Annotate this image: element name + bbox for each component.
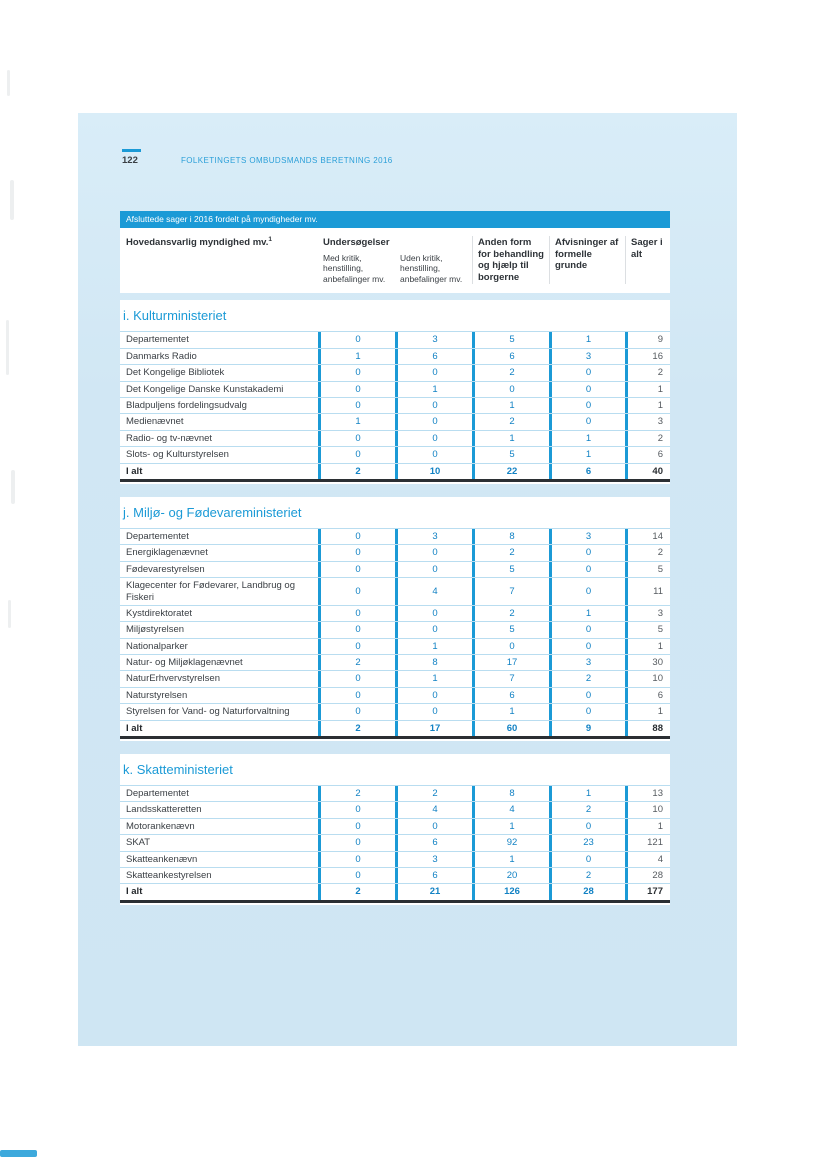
total-afvisninger: 6 xyxy=(549,464,625,479)
row-value-uden-kritik: 1 xyxy=(395,671,472,686)
row-value-med-kritik: 2 xyxy=(318,655,395,670)
row-value-uden-kritik: 0 xyxy=(395,606,472,621)
row-value-sager-i-alt: 16 xyxy=(625,349,670,364)
row-value-med-kritik: 0 xyxy=(318,529,395,544)
row-authority: Bladpuljens fordelingsudvalg xyxy=(126,400,247,412)
row-value-med-kritik: 0 xyxy=(318,545,395,560)
row-value-afvisninger: 0 xyxy=(549,365,625,380)
row-value-uden-kritik: 8 xyxy=(395,655,472,670)
table-row xyxy=(120,801,670,817)
page-number: 122 xyxy=(122,155,138,166)
row-authority: Skatteankestyrelsen xyxy=(126,870,212,881)
row-value-anden-form: 1 xyxy=(472,704,549,719)
row-value-med-kritik: 2 xyxy=(318,786,395,801)
row-value-anden-form: 5 xyxy=(472,562,549,577)
row-value-afvisninger: 0 xyxy=(549,852,625,867)
row-value-sager-i-alt: 28 xyxy=(625,868,670,883)
row-value-sager-i-alt: 2 xyxy=(625,545,670,560)
total-sager-i-alt: 40 xyxy=(625,464,670,479)
row-value-afvisninger: 1 xyxy=(549,606,625,621)
row-value-uden-kritik: 6 xyxy=(395,349,472,364)
row-value-anden-form: 7 xyxy=(472,671,549,686)
table-row xyxy=(120,785,670,801)
row-value-med-kritik: 0 xyxy=(318,578,395,605)
row-value-anden-form: 6 xyxy=(472,349,549,364)
row-authority: Departementet xyxy=(126,334,189,346)
row-authority: Radio- og tv-nævnet xyxy=(126,432,213,444)
row-value-uden-kritik: 0 xyxy=(395,414,472,429)
row-value-med-kritik: 0 xyxy=(318,382,395,397)
row-value-uden-kritik: 3 xyxy=(395,529,472,544)
col-header-uden-kritik: Uden kritik, henstilling, anbefalinger mv. xyxy=(400,252,463,284)
row-value-anden-form: 2 xyxy=(472,414,549,429)
row-value-afvisninger: 1 xyxy=(549,786,625,801)
row-value-anden-form: 5 xyxy=(472,447,549,462)
table-row xyxy=(120,381,670,397)
col-header-undersogelser: Undersøgelser xyxy=(323,237,390,248)
row-value-sager-i-alt: 30 xyxy=(625,655,670,670)
row-authority: Danmarks Radio xyxy=(126,350,197,362)
row-authority: Motorankenævn xyxy=(126,820,195,832)
row-value-med-kritik: 0 xyxy=(318,606,395,621)
row-value-anden-form: 8 xyxy=(472,786,549,801)
row-value-afvisninger: 23 xyxy=(549,835,625,850)
section-title: i. Kulturministeriet xyxy=(123,308,227,324)
row-value-anden-form: 8 xyxy=(472,529,549,544)
table-header xyxy=(120,228,670,293)
col-header-afvisninger: Afvisninger af formelle grunde xyxy=(549,236,625,284)
row-value-afvisninger: 1 xyxy=(549,447,625,462)
col-header-authority-label: Hovedansvarlig myndighed mv. xyxy=(126,237,269,248)
row-value-uden-kritik: 0 xyxy=(395,622,472,637)
total-med-kritik: 2 xyxy=(318,884,395,899)
row-authority: Det Kongelige Bibliotek xyxy=(126,367,225,379)
row-value-anden-form: 2 xyxy=(472,365,549,380)
footnote-marker: 1 xyxy=(268,235,272,243)
total-anden-form: 22 xyxy=(472,464,549,479)
section-skatteministeriet xyxy=(120,754,670,905)
row-value-uden-kritik: 1 xyxy=(395,639,472,654)
section-rows xyxy=(120,528,670,739)
row-value-anden-form: 1 xyxy=(472,819,549,834)
row-value-anden-form: 1 xyxy=(472,431,549,446)
row-authority: Nationalparker xyxy=(126,640,188,652)
row-value-afvisninger: 0 xyxy=(549,704,625,719)
row-value-med-kritik: 1 xyxy=(318,349,395,364)
row-value-sager-i-alt: 1 xyxy=(625,398,670,413)
row-value-med-kritik: 0 xyxy=(318,365,395,380)
row-value-afvisninger: 0 xyxy=(549,819,625,834)
row-value-anden-form: 0 xyxy=(472,382,549,397)
row-value-afvisninger: 0 xyxy=(549,545,625,560)
statistics-table xyxy=(120,211,670,918)
row-value-anden-form: 0 xyxy=(472,639,549,654)
table-row xyxy=(120,413,670,429)
total-sager-i-alt: 88 xyxy=(625,721,670,736)
row-value-sager-i-alt: 3 xyxy=(625,414,670,429)
row-value-uden-kritik: 0 xyxy=(395,562,472,577)
table-row xyxy=(120,687,670,703)
row-value-uden-kritik: 0 xyxy=(395,704,472,719)
total-med-kritik: 2 xyxy=(318,721,395,736)
row-authority: Styrelsen for Vand- og Naturforvaltning xyxy=(126,706,290,718)
table-row xyxy=(120,348,670,364)
row-value-anden-form: 1 xyxy=(472,852,549,867)
row-value-sager-i-alt: 1 xyxy=(625,704,670,719)
total-anden-form: 126 xyxy=(472,884,549,899)
scan-artifact xyxy=(7,70,10,96)
row-authority: Naturstyrelsen xyxy=(126,689,188,701)
row-value-uden-kritik: 0 xyxy=(395,398,472,413)
table-row xyxy=(120,397,670,413)
row-value-afvisninger: 2 xyxy=(549,868,625,883)
scan-artifact-blue-mark xyxy=(0,1150,37,1157)
table-total-row xyxy=(120,463,670,482)
row-value-sager-i-alt: 4 xyxy=(625,852,670,867)
row-value-med-kritik: 0 xyxy=(318,332,395,347)
row-value-anden-form: 92 xyxy=(472,835,549,850)
table-row xyxy=(120,446,670,462)
row-value-sager-i-alt: 13 xyxy=(625,786,670,801)
row-authority: Kystdirektoratet xyxy=(126,607,192,619)
row-value-anden-form: 1 xyxy=(472,398,549,413)
row-authority: Det Kongelige Danske Kunstakademi xyxy=(126,383,284,395)
row-value-sager-i-alt: 6 xyxy=(625,688,670,703)
row-value-uden-kritik: 0 xyxy=(395,819,472,834)
row-value-uden-kritik: 2 xyxy=(395,786,472,801)
table-row xyxy=(120,621,670,637)
table-row xyxy=(120,544,670,560)
row-value-uden-kritik: 0 xyxy=(395,431,472,446)
row-value-med-kritik: 0 xyxy=(318,688,395,703)
row-value-afvisninger: 0 xyxy=(549,398,625,413)
row-value-med-kritik: 0 xyxy=(318,622,395,637)
running-header: FOLKETINGETS OMBUDSMANDS BERETNING 2016 xyxy=(181,156,393,165)
table-row xyxy=(120,528,670,544)
row-value-afvisninger: 1 xyxy=(549,332,625,347)
row-value-anden-form: 20 xyxy=(472,868,549,883)
row-value-med-kritik: 0 xyxy=(318,868,395,883)
total-label: I alt xyxy=(126,465,143,477)
row-authority: Energiklagenævnet xyxy=(126,547,208,559)
row-value-uden-kritik: 6 xyxy=(395,835,472,850)
col-header-med-kritik: Med kritik, henstilling, anbefalinger mv. xyxy=(323,252,386,284)
total-uden-kritik: 21 xyxy=(395,884,472,899)
row-value-sager-i-alt: 2 xyxy=(625,365,670,380)
table-row xyxy=(120,561,670,577)
table-row xyxy=(120,851,670,867)
table-row xyxy=(120,703,670,719)
row-value-med-kritik: 0 xyxy=(318,802,395,817)
row-value-uden-kritik: 1 xyxy=(395,382,472,397)
row-authority: SKAT xyxy=(126,837,151,849)
row-authority: Miljøstyrelsen xyxy=(126,624,185,636)
row-value-anden-form: 6 xyxy=(472,688,549,703)
row-authority: Skatteankenævn xyxy=(126,853,198,865)
row-value-sager-i-alt: 121 xyxy=(625,835,670,850)
total-afvisninger: 28 xyxy=(549,884,625,899)
scan-artifact xyxy=(8,600,11,628)
row-authority: Landsskatteretten xyxy=(126,804,202,816)
row-authority: Slots- og Kulturstyrelsen xyxy=(126,449,229,461)
row-value-med-kritik: 0 xyxy=(318,562,395,577)
row-value-uden-kritik: 0 xyxy=(395,365,472,380)
row-value-med-kritik: 0 xyxy=(318,835,395,850)
total-label: I alt xyxy=(126,722,143,734)
row-value-sager-i-alt: 5 xyxy=(625,562,670,577)
row-value-uden-kritik: 3 xyxy=(395,332,472,347)
table-row xyxy=(120,867,670,883)
col-header-anden-form: Anden form for behandling og hjælp til borgerne xyxy=(472,236,549,284)
row-value-anden-form: 2 xyxy=(472,606,549,621)
row-value-anden-form: 2 xyxy=(472,545,549,560)
row-value-med-kritik: 0 xyxy=(318,639,395,654)
table-row xyxy=(120,577,670,605)
total-uden-kritik: 17 xyxy=(395,721,472,736)
section-title: k. Skatteministeriet xyxy=(123,762,233,778)
row-value-sager-i-alt: 5 xyxy=(625,622,670,637)
row-value-sager-i-alt: 10 xyxy=(625,671,670,686)
row-value-anden-form: 17 xyxy=(472,655,549,670)
row-value-afvisninger: 0 xyxy=(549,622,625,637)
row-value-med-kritik: 1 xyxy=(318,414,395,429)
row-value-afvisninger: 2 xyxy=(549,802,625,817)
row-value-anden-form: 5 xyxy=(472,332,549,347)
row-value-afvisninger: 2 xyxy=(549,671,625,686)
table-row xyxy=(120,638,670,654)
page-background xyxy=(78,113,737,1046)
row-value-sager-i-alt: 3 xyxy=(625,606,670,621)
row-value-med-kritik: 0 xyxy=(318,431,395,446)
row-authority: Departementet xyxy=(126,530,189,542)
row-value-afvisninger: 0 xyxy=(549,562,625,577)
table-row xyxy=(120,331,670,347)
table-row xyxy=(120,818,670,834)
row-value-uden-kritik: 0 xyxy=(395,688,472,703)
row-value-afvisninger: 3 xyxy=(549,655,625,670)
total-afvisninger: 9 xyxy=(549,721,625,736)
col-header-sager-i-alt: Sager i alt xyxy=(625,236,670,284)
table-row xyxy=(120,364,670,380)
table-row xyxy=(120,430,670,446)
section-kulturministeriet xyxy=(120,300,670,484)
total-label: I alt xyxy=(126,886,143,898)
row-value-med-kritik: 0 xyxy=(318,852,395,867)
row-value-uden-kritik: 0 xyxy=(395,545,472,560)
row-value-sager-i-alt: 1 xyxy=(625,819,670,834)
row-value-sager-i-alt: 1 xyxy=(625,382,670,397)
row-value-afvisninger: 0 xyxy=(549,639,625,654)
row-value-sager-i-alt: 14 xyxy=(625,529,670,544)
row-value-sager-i-alt: 10 xyxy=(625,802,670,817)
scan-artifact xyxy=(6,320,9,375)
row-value-anden-form: 4 xyxy=(472,802,549,817)
row-value-afvisninger: 0 xyxy=(549,414,625,429)
row-value-afvisninger: 0 xyxy=(549,578,625,605)
row-value-med-kritik: 0 xyxy=(318,819,395,834)
table-total-row xyxy=(120,883,670,902)
row-value-afvisninger: 1 xyxy=(549,431,625,446)
row-authority: Fødevarestyrelsen xyxy=(126,563,205,575)
scan-artifact xyxy=(10,180,14,220)
row-value-med-kritik: 0 xyxy=(318,671,395,686)
total-anden-form: 60 xyxy=(472,721,549,736)
row-value-sager-i-alt: 11 xyxy=(625,578,670,605)
section-miljo-og-fodevareministeriet xyxy=(120,497,670,741)
row-value-afvisninger: 0 xyxy=(549,688,625,703)
row-value-anden-form: 7 xyxy=(472,578,549,605)
table-row xyxy=(120,605,670,621)
total-med-kritik: 2 xyxy=(318,464,395,479)
row-value-med-kritik: 0 xyxy=(318,398,395,413)
scan-artifact xyxy=(11,470,15,504)
row-value-sager-i-alt: 9 xyxy=(625,332,670,347)
section-rows xyxy=(120,331,670,482)
row-value-sager-i-alt: 2 xyxy=(625,431,670,446)
row-value-uden-kritik: 4 xyxy=(395,578,472,605)
table-row xyxy=(120,670,670,686)
table-title-bar: Afsluttede sager i 2016 fordelt på myndigheder mv. xyxy=(120,211,670,228)
section-rows xyxy=(120,785,670,903)
row-value-uden-kritik: 0 xyxy=(395,447,472,462)
col-header-authority xyxy=(120,236,318,284)
row-value-med-kritik: 0 xyxy=(318,447,395,462)
row-authority: NaturErhvervstyrelsen xyxy=(126,673,220,685)
table-row xyxy=(120,834,670,850)
row-value-uden-kritik: 6 xyxy=(395,868,472,883)
row-authority: Departementet xyxy=(126,788,189,800)
row-authority: Natur- og Miljøklagenævnet xyxy=(126,657,243,669)
row-value-afvisninger: 3 xyxy=(549,529,625,544)
page-number-rule xyxy=(122,149,141,152)
table-total-row xyxy=(120,720,670,739)
row-value-sager-i-alt: 1 xyxy=(625,639,670,654)
row-value-med-kritik: 0 xyxy=(318,704,395,719)
total-sager-i-alt: 177 xyxy=(625,884,670,899)
total-uden-kritik: 10 xyxy=(395,464,472,479)
row-value-uden-kritik: 3 xyxy=(395,852,472,867)
row-value-afvisninger: 3 xyxy=(549,349,625,364)
row-value-anden-form: 5 xyxy=(472,622,549,637)
row-value-afvisninger: 0 xyxy=(549,382,625,397)
row-value-sager-i-alt: 6 xyxy=(625,447,670,462)
table-row xyxy=(120,654,670,670)
row-value-uden-kritik: 4 xyxy=(395,802,472,817)
row-authority: Klagecenter for Fødevarer, Landbrug og Fiskeri xyxy=(126,580,295,603)
row-authority: Medienævnet xyxy=(126,416,184,428)
section-title: j. Miljø- og Fødevareministeriet xyxy=(123,504,302,520)
